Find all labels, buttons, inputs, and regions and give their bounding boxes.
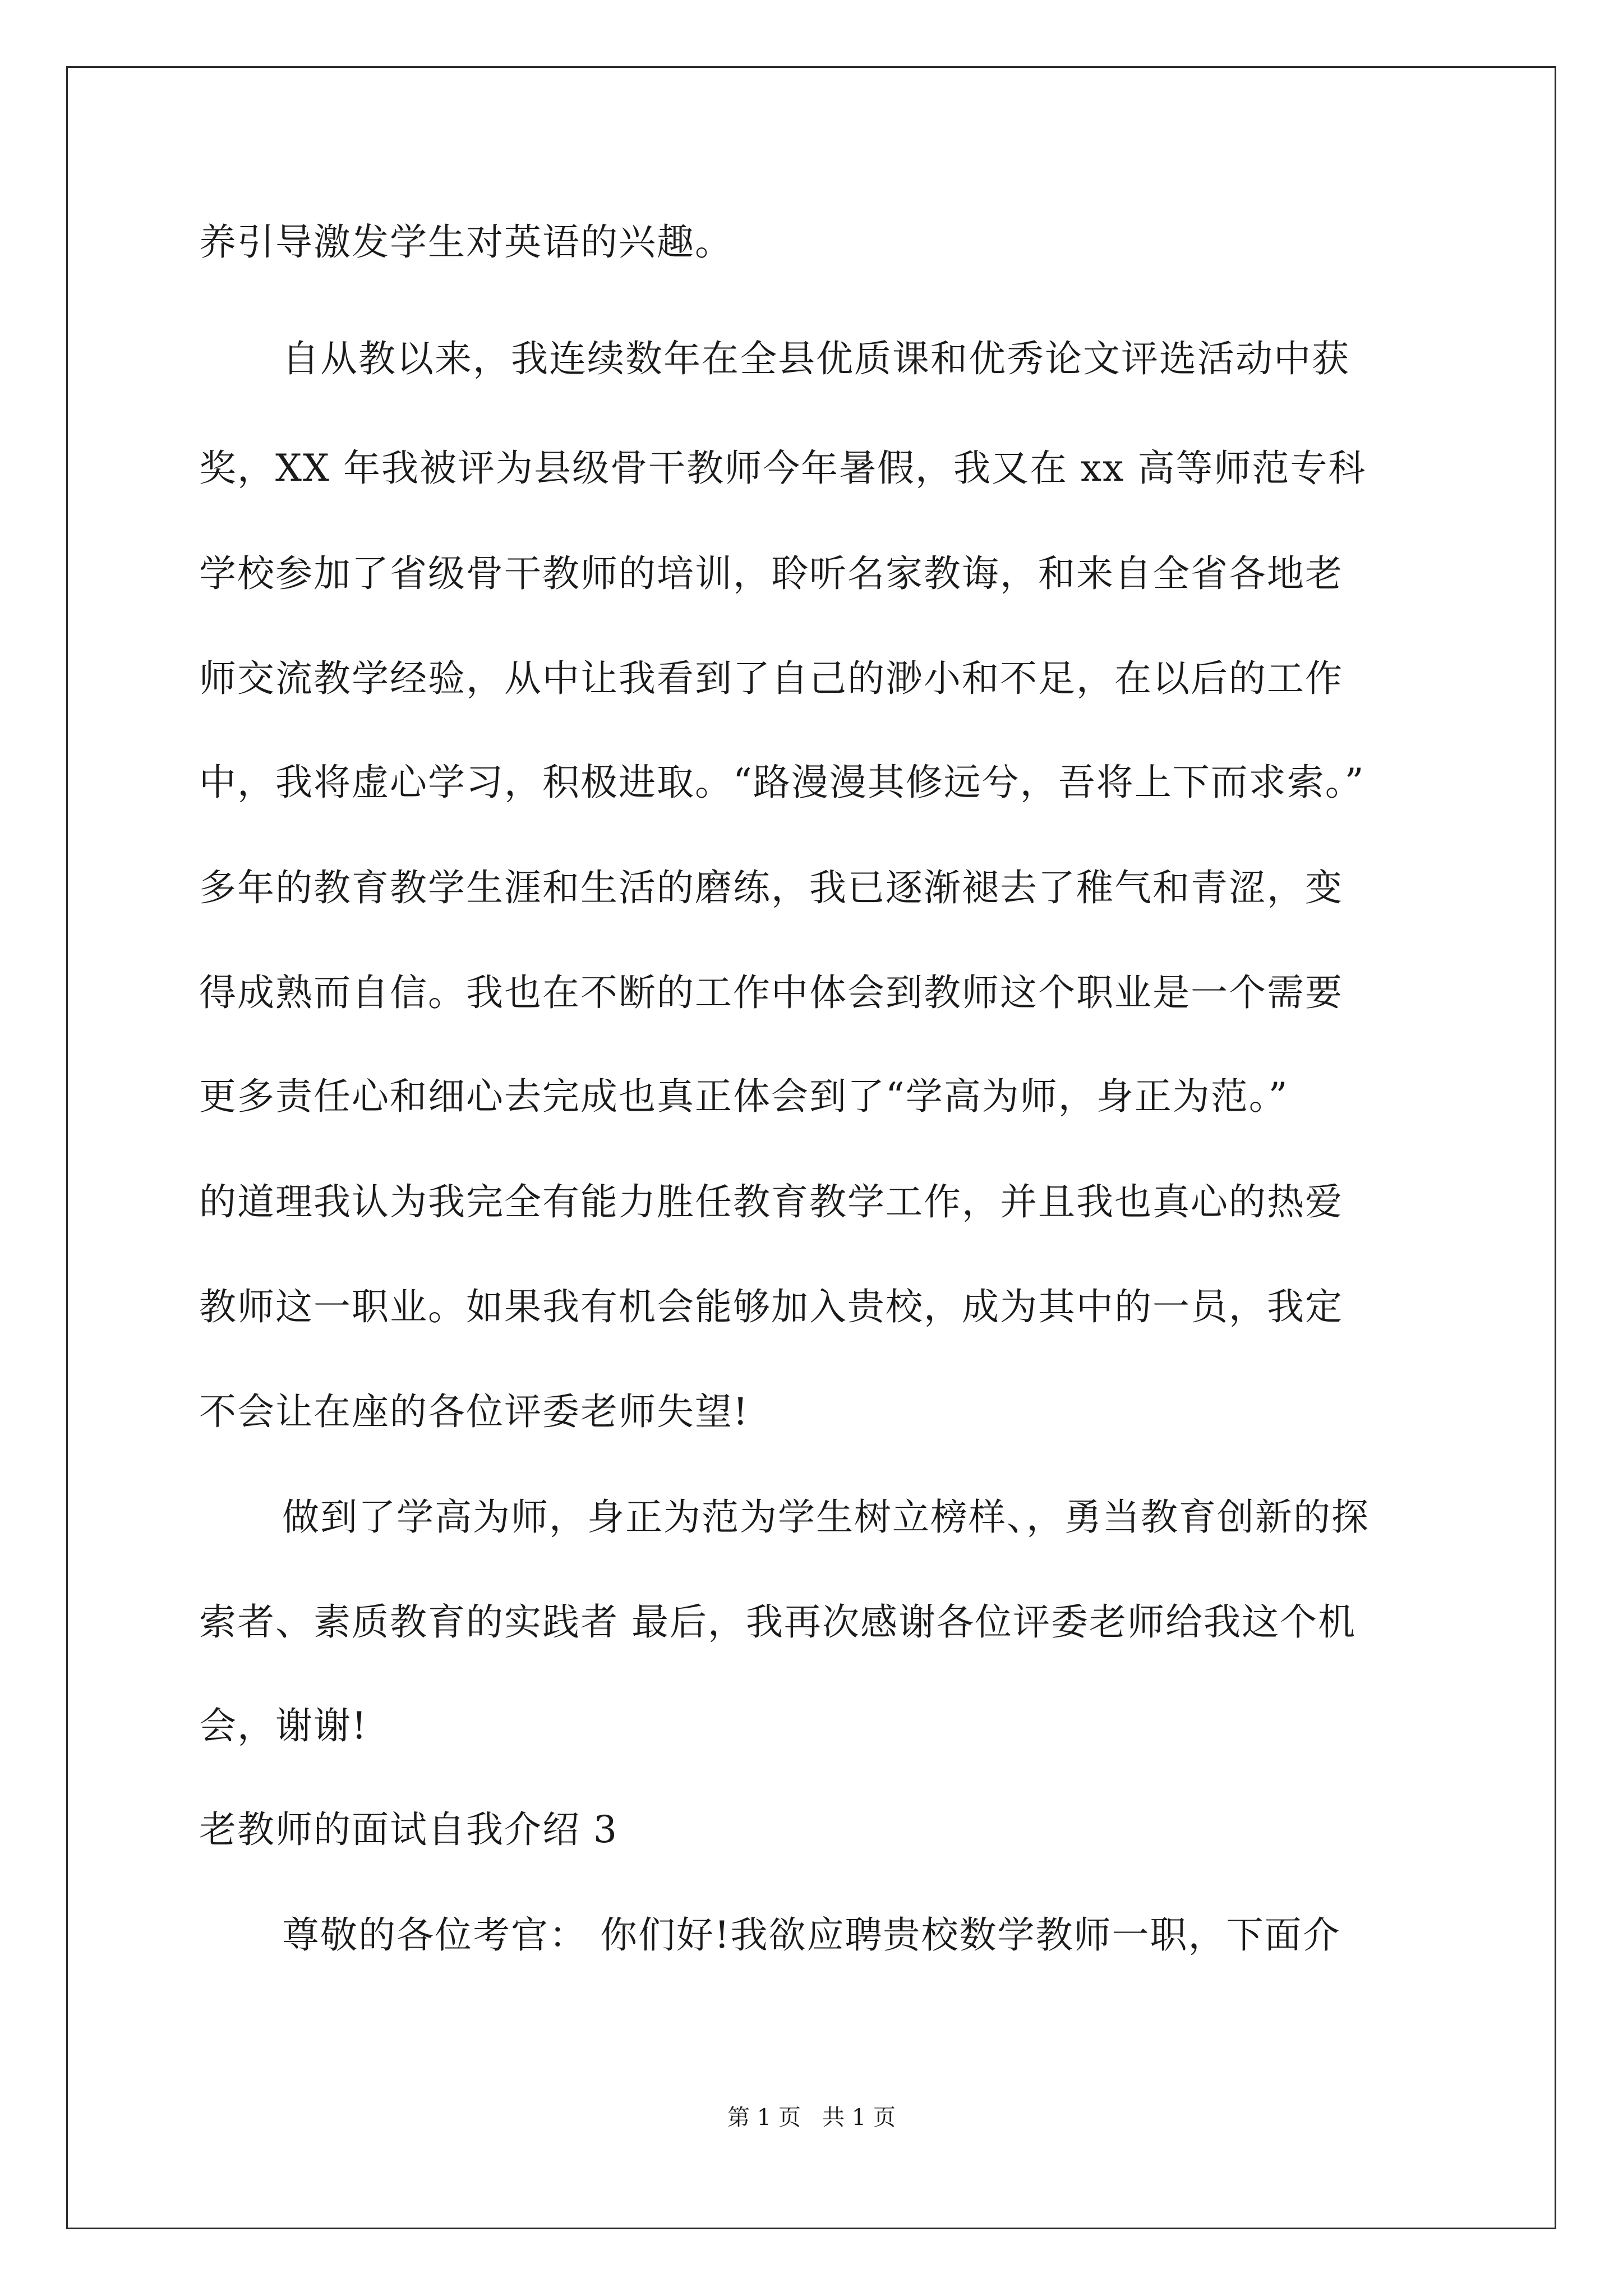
page-footer: 第 1 页 共 1 页 <box>727 2105 896 2131</box>
body-line-3: 奖，XX 年我被评为县级骨干教师今年暑假，我又在 xx 高等师范专科 <box>199 447 1367 490</box>
body-line-17: 尊敬的各位考官： 你们好!我欲应聘贵校数学教师一职，下面介 <box>282 1913 1341 1957</box>
body-line-5: 师交流教学经验，从中让我看到了自己的渺小和不足，在以后的工作 <box>199 657 1343 700</box>
body-line-13: 做到了学高为师，身正为范为学生树立榜样、，勇当教育创新的探 <box>282 1496 1370 1539</box>
body-line-4: 学校参加了省级骨干教师的培训，聆听名家教诲，和来自全省各地老 <box>199 552 1343 595</box>
body-line-10: 的道理我认为我完全有能力胜任教育教学工作，并且我也真心的热爱 <box>199 1180 1343 1223</box>
body-line-2: 自从教以来，我连续数年在全县优质课和优秀论文评选活动中获 <box>282 337 1350 380</box>
page-border <box>66 66 1556 2229</box>
body-line-8: 得成熟而自信。我也在不断的工作中体会到教师这个职业是一个需要 <box>199 971 1343 1014</box>
body-line-11: 教师这一职业。如果我有机会能够加入贵校，成为其中的一员，我定 <box>199 1285 1343 1328</box>
body-line-1: 养引导激发学生对英语的兴趣。 <box>199 220 733 264</box>
body-line-6: 中，我将虚心学习，积极进取。“路漫漫其修远兮，吾将上下而求索。” <box>199 761 1365 804</box>
body-line-9: 更多责任心和细心去完成也真正体会到了“学高为师，身正为范。” <box>199 1075 1289 1118</box>
body-line-12: 不会让在座的各位评委老师失望! <box>199 1390 749 1433</box>
body-line-15: 会，谢谢! <box>199 1704 368 1747</box>
body-line-14: 索者、素质教育的实践者 最后，我再次感谢各位评委老师给我这个机 <box>199 1600 1356 1644</box>
section-heading: 老教师的面试自我介绍 3 <box>199 1808 618 1851</box>
body-line-7: 多年的教育教学生涯和生活的磨练，我已逐渐褪去了稚气和青涩，变 <box>199 866 1343 909</box>
